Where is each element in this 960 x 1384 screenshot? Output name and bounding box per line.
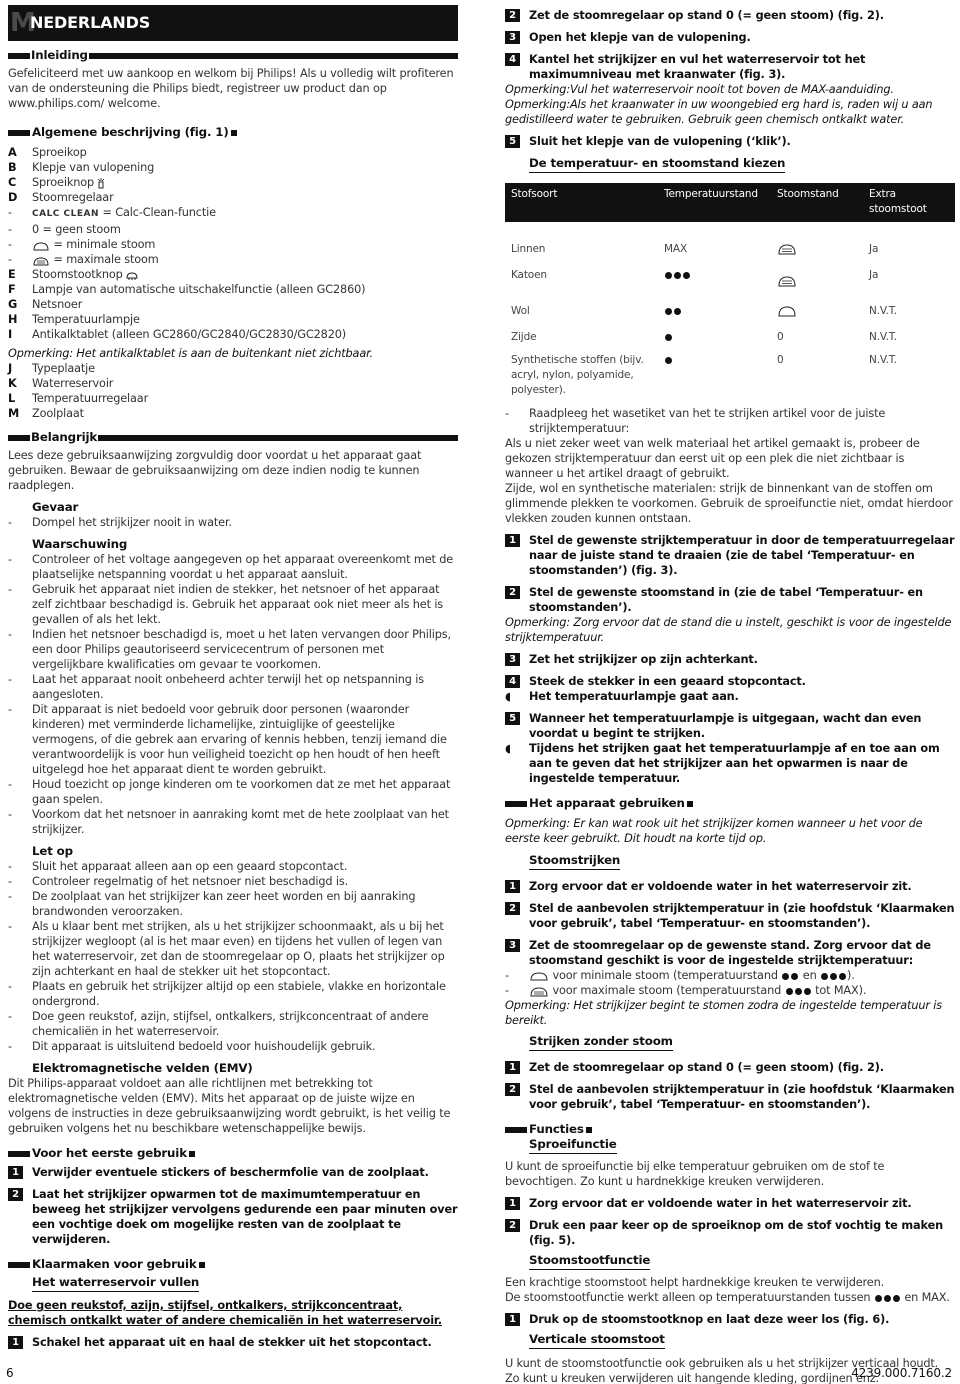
shot-text-1: Een krachtige stoomstoot helpt hardnekkige kreuken te verwijderen. (505, 1276, 885, 1289)
step-item: 1 Druk op de stoomstootknop en laat deze weer los (fig. 6). (505, 1312, 955, 1327)
spray-icon (97, 178, 105, 189)
part-item: D Stoomregelaar (8, 191, 114, 204)
warning-list (8, 552, 458, 837)
part-item: - 0 = geen stoom (8, 223, 121, 236)
step-item: 3 Zet het strijkijzer op zijn achterkant. (505, 652, 955, 667)
part-item: K Waterreservoir (8, 377, 114, 390)
vertical-heading: Verticale stoomstoot (529, 1332, 665, 1349)
arrow-item: ◖ Tijdens het strijken gaat het temperatuurlampje af en toe aan om aan te geven dat het strijkijzer aan het opwarmen is naar de ingestelde temperatuur. (505, 742, 940, 785)
shot-text-2: De stoomstootfunctie werkt alleen op temperatuurstanden tussen en MAX. (505, 1291, 950, 1304)
step-item: 2 Stel de aanbevolen strijktemperatuur in (zie hoofdstuk ‘Klaarmaken voor gebruik’, tabel ‘Temperatuur- en stoomstanden’). (505, 901, 955, 931)
col-extra: Extra stoomstoot (863, 183, 955, 222)
fill-steps (8, 1335, 458, 1350)
cell-fabric: Wol (511, 305, 530, 317)
shot-steps (505, 1312, 955, 1327)
min-steam-icon (777, 304, 797, 317)
temperature-dot (683, 272, 690, 279)
consult-text-1: Als u niet zeker weet van welk materiaal het artikel gemaakt is, probeer de gekozen strijktemperatuur dan eerst uit op een plek die niet zichtbaar is wanneer u het artikel draagt of gebruikt. (505, 437, 920, 480)
step-item: 2 Druk een paar keer op de sproeiknop om de stof vochtig te maken (fig. 5). (505, 1218, 955, 1248)
parts-list (8, 145, 458, 342)
part-item: H Temperatuurlampje (8, 313, 140, 326)
warning-heading: Waarschuwing (32, 537, 128, 551)
col-fabric: Stofsoort (505, 183, 658, 222)
list-item: - Gebruik het apparaat niet indien de stekker, het netsnoer of het apparaat zelf zichtbaar beschadigd is. Gebruik het apparaat ook niet meer als het is gevallen of als het lekt. (8, 583, 444, 626)
banner-ghost-letter: M (10, 8, 36, 38)
table-row (505, 324, 955, 347)
step-item: 4 Kantel het strijkijzer en vul het waterreservoir tot het maximumniveau met kraanwater (fig. 3). (505, 52, 955, 82)
cell-temperature (658, 324, 771, 347)
list-item: - Dompel het strijkijzer nooit in water. (8, 516, 232, 529)
page-number: 6 (6, 1366, 14, 1380)
part-item: I Antikalktablet (alleen GC2860/GC2840/GC2830/GC2820) (8, 328, 347, 341)
list-item: - Dit apparaat is niet bedoeld voor gebruik door personen (waaronder kinderen) met verminderde lichamelijke, zintuiglijke of geestelijke vermogens, of die gebrek aan ervaring of kennis hebben, tenzij iemand die verantwoordelijk is voor hun veiligheid toezicht op hen houdt of hen heeft uitgelegd hoe het apparaat dient te worden gebruikt. (8, 703, 447, 776)
part-item: L Temperatuurregelaar (8, 392, 149, 405)
step-item: 5 Sluit het klepje van de vulopening (‘klik’). (505, 134, 955, 149)
arrow-item: ◖ Het temperatuurlampje gaat aan. (505, 690, 739, 703)
calc-clean-label: CALC CLEAN (32, 209, 100, 219)
cell-fabric: Synthetische stoffen (bijv. acryl, nylon, polyamide, polyester). (511, 354, 644, 396)
step-item: 2 Zet de stoomregelaar op stand 0 (= geen stoom) (fig. 2). (505, 8, 955, 23)
fill-heading: Het waterreservoir vullen (32, 1275, 199, 1292)
cell-temperature (658, 294, 771, 324)
cell-temperature (658, 262, 771, 294)
dry-heading: Strijken zonder stoom (529, 1034, 673, 1051)
part-item: G Netsnoer (8, 298, 83, 311)
language-banner (8, 5, 458, 41)
steam-max-item: - voor maximale stoom (temperatuurstand tot MAX). (505, 984, 867, 997)
cell-extra: N.V.T. (869, 331, 897, 343)
cell-fabric: Zijde (511, 331, 537, 343)
temperature-dot (665, 334, 672, 341)
cell-extra: Ja (869, 269, 879, 281)
temperature-dot (674, 308, 681, 315)
section-first-use-heading: Voor het eerste gebruik (8, 1146, 458, 1161)
part-item: - = maximale stoom (8, 253, 159, 266)
emf-heading: Elektromagnetische velden (EMV) (32, 1061, 253, 1075)
fill-warning: Doe geen reukstof, azijn, stijfsel, ontkalkers, strijkconcentraat, chemisch ontkalkt water of andere chemicaliën in het waterreservoir. (8, 1299, 442, 1327)
part-item: - = minimale stoom (8, 238, 156, 251)
list-item: - De zoolplaat van het strijkijzer kan zeer heet worden en bij aanraking brandwonden veroorzaken. (8, 890, 416, 918)
temp-steps-2 (505, 652, 955, 689)
cell-steam: 0 (777, 331, 784, 343)
step-item: 1 Zorg ervoor dat er voldoende water in het waterreservoir zit. (505, 879, 955, 894)
cell-steam: 0 (777, 354, 784, 366)
use-note: Opmerking: Er kan wat rook uit het strijkijzer komen wanneer u het voor de eerste keer gebruikt. Dit houdt na korte tijd op. (505, 817, 923, 845)
list-item: - Plaats en gebruik het strijkijzer altijd op een stabiele, vlakke en horizontale ondergrond. (8, 980, 446, 1008)
parts-note: Opmerking: Het antikalktablet is aan de buitenkant niet zichtbaar. (8, 347, 373, 360)
step-item: 1 Verwijder eventuele stickers of beschermfolie van de zoolplaat. (8, 1165, 458, 1180)
important-text: Lees deze gebruiksaanwijzing zorgvuldig door voordat u het apparaat gaat gebruiken. Bewaar de gebruiksaanwijzing om deze indien nodig te kunnen raadplegen. (8, 449, 422, 492)
note-max: Opmerking:Vul het waterreservoir nooit tot boven de MAX-aanduiding. (505, 83, 894, 96)
shot-of-steam-icon (126, 270, 138, 281)
note-hard-water: Opmerking:Als het kraanwater in uw woongebied erg hard is, raden wij u aan gedistilleerd water te gebruiken. Gebruik geen chemisch ontkalkt water. (505, 98, 933, 126)
list-item: - Indien het netsnoer beschadigd is, moet u het laten vervangen door Philips, een door Philips geautoriseerd servicecentrum of personen met vergelijkbare kwalificaties om gevaar te voorkomen. (8, 628, 451, 671)
part-item: - CALC CLEAN = Calc-Clean-functie (8, 206, 216, 219)
consult-item: - Raadpleeg het wasetiket van het te strijken artikel voor de juiste strijktemperatuur: (505, 407, 886, 435)
step-item: 3 Zet de stoomregelaar op de gewenste stand. Zorg ervoor dat de stoomstand geschikt is voor de ingestelde strijktemperatuur: (505, 938, 955, 968)
part-item: C Sproeiknop (8, 175, 458, 190)
list-item: - Als u klaar bent met strijken, als u het strijkijzer schoonmaakt, als u bij het strijkijzer wegloopt (al is het maar even) en tijdens het vullen of legen van het waterreservoir, zet dan de stoomregelaar op O, plaats het strijkijzer op zijn achterkant en haal de stekker uit het stopcontact. (8, 920, 445, 978)
section-use-heading: Het apparaat gebruiken (505, 796, 955, 811)
steam-min-item: - voor minimale stoom (temperatuurstand en ). (505, 969, 855, 982)
temp-step-5 (505, 711, 955, 741)
table-row (505, 347, 955, 400)
list-item: - Dit apparaat is uitsluitend bedoeld voor huishoudelijk gebruik. (8, 1040, 376, 1053)
section-intro-heading: Inleiding (8, 48, 458, 63)
section-functions-heading: Functies (505, 1122, 955, 1137)
min-steam-icon (529, 970, 549, 982)
max-steam-icon (777, 274, 797, 287)
step-item: 1 Stel de gewenste strijktemperatuur in door de temperatuurregelaar naar de juiste stand te draaien (zie de tabel ‘Temperatuur- en stoomstanden’) (fig. 3). (505, 533, 955, 578)
dry-steps (505, 1060, 955, 1112)
section-important-heading: Belangrijk (8, 430, 458, 445)
cell-steam (771, 222, 863, 262)
cell-temperature: MAX (664, 243, 687, 255)
min-steam-icon (32, 240, 50, 251)
danger-heading: Gevaar (32, 500, 79, 514)
table-header-row (505, 183, 955, 222)
language-title: NEDERLANDS (30, 13, 151, 32)
part-item: B Klepje van vulopening (8, 161, 155, 174)
list-item: - Controleer of het voltage aangegeven op het apparaat overeenkomt met de plaatselijke netspanning voordat u het apparaat aansluit. (8, 553, 454, 581)
shot-heading: Stoomstootfunctie (529, 1253, 650, 1270)
step-item: 4 Steek de stekker in een geaard stopcontact. (505, 674, 955, 689)
vertical-text: U kunt de stoomstootfunctie ook gebruiken als u het strijkijzer verticaal houdt. Zo kunt u kreuken verwijderen uit hangende kleding, gordijnen enz. (505, 1357, 939, 1384)
temperature-dot (665, 272, 672, 279)
part-item: A Sproeikop (8, 146, 87, 159)
steam-steps (505, 879, 955, 968)
danger-list (8, 515, 458, 530)
cell-steam (771, 294, 863, 324)
intro-text: Gefeliciteerd met uw aankoop en welkom bij Philips! Als u volledig wilt profiteren van de ondersteuning die Philips biedt, registreer uw product dan op www.philips.com/ welcome. (8, 67, 454, 110)
list-item: - Doe geen reukstof, azijn, stijfsel, ontkalkers, strijkconcentraat of andere chemicaliën in het waterreservoir. (8, 1010, 429, 1038)
document-code: 4239.000.7160.2 (851, 1366, 952, 1380)
cell-extra: Ja (869, 243, 879, 255)
cell-extra: N.V.T. (869, 305, 897, 317)
max-steam-icon (777, 242, 797, 255)
consult-text-2: Zijde, wol en synthetische materialen: strijk de binnenkant van de stoffen om glimmende plekken te voorkomen. Gebruik de sproeifunctie niet, omdat hierdoor vlekken zouden kunnen ontstaan. (505, 482, 953, 525)
cell-fabric: Linnen (511, 243, 546, 255)
cell-fabric: Katoen (511, 269, 547, 281)
temp-heading: De temperatuur- en stoomstand kiezen (529, 156, 785, 173)
part-item: J Typeplaatje (8, 362, 95, 375)
step-item: 1 Zet de stoomregelaar op stand 0 (= geen stoom) (fig. 2). (505, 1060, 955, 1075)
step-item: 2 Laat het strijkijzer opwarmen tot de maximumtemperatuur en beweeg het strijkijzer vervolgens gedurende een paar minuten over een vochtige doek om mogelijke resten van de zoolplaat te verwijderen. (8, 1187, 458, 1247)
part-item: E Stoomstootknop (8, 267, 458, 282)
part-item: F Lampje van automatische uitschakelfunctie (alleen GC2860) (8, 283, 366, 296)
cell-temperature (658, 347, 771, 400)
step-item: 3 Open het klepje van de vulopening. (505, 30, 955, 45)
list-item: - Voorkom dat het netsnoer in aanraking komt met de hete zoolplaat van het strijkijzer. (8, 808, 449, 836)
step-item: 1 Schakel het apparaat uit en haal de stekker uit het stopcontact. (8, 1335, 458, 1350)
cell-extra: N.V.T. (869, 354, 897, 366)
part-item: M Zoolplaat (8, 407, 84, 420)
col-temperature: Temperatuurstand (658, 183, 771, 222)
table-row (505, 294, 955, 324)
fill-step-5 (505, 134, 955, 149)
fill-steps-continued (505, 8, 955, 82)
steam-note: Opmerking: Het strijkijzer begint te stomen zodra de ingestelde temperatuur is bereikt. (505, 999, 943, 1027)
temp-steps (505, 533, 955, 615)
step-item: 5 Wanneer het temperatuurlampje is uitgegaan, wacht dan even voordat u begint te strijken. (505, 711, 955, 741)
temperature-dot (665, 357, 672, 364)
section-prep-heading: Klaarmaken voor gebruik (8, 1257, 458, 1272)
max-steam-icon (529, 985, 549, 997)
max-steam-icon (32, 255, 50, 266)
right-column (505, 0, 955, 1384)
step-item: 2 Stel de aanbevolen strijktemperatuur in (zie hoofdstuk ‘Klaarmaken voor gebruik’, tabel ‘Temperatuur- en stoomstanden’). (505, 1082, 955, 1112)
step-item: 2 Stel de gewenste stoomstand in (zie de tabel ‘Temperatuur- en stoomstanden’). (505, 585, 955, 615)
parts-list-2 (8, 361, 458, 421)
list-item: - Sluit het apparaat alleen aan op een geaard stopcontact. (8, 860, 348, 873)
emf-text: Dit Philips-apparaat voldoet aan alle richtlijnen met betrekking tot elektromagnetische velden (EMV). Mits het apparaat op de juiste wijze en volgens de instructies in deze gebruiksaanwijzing wordt gebruikt, is het veilig te gebruiken volgens het nu beschikbare wetenschappelijke bewijs. (8, 1077, 451, 1135)
left-column (8, 0, 458, 1350)
first-use-steps (8, 1165, 458, 1247)
list-item: - Houd toezicht op jonge kinderen om te voorkomen dat ze met het apparaat gaan spelen. (8, 778, 451, 806)
caution-list (8, 859, 458, 1054)
note-setting: Opmerking: Zorg ervoor dat de stand die u instelt, geschikt is voor de ingestelde strijktemperatuur. (505, 616, 952, 644)
temperature-dot (665, 308, 672, 315)
list-item: - Controleer regelmatig of het netsnoer niet beschadigd is. (8, 875, 349, 888)
table-row (505, 262, 955, 294)
step-item: 1 Zorg ervoor dat er voldoende water in het waterreservoir zit. (505, 1196, 955, 1211)
temperature-table (505, 183, 955, 400)
section-description-heading: Algemene beschrijving (fig. 1) (8, 125, 458, 140)
caution-heading: Let op (32, 844, 73, 858)
spray-steps (505, 1196, 955, 1248)
cell-steam (771, 262, 863, 294)
spray-heading: Sproeifunctie (529, 1137, 617, 1154)
temperature-dot (674, 272, 681, 279)
list-item: - Laat het apparaat nooit onbeheerd achter terwijl het op netspanning is aangesloten. (8, 673, 424, 701)
table-row (505, 222, 955, 262)
col-steam: Stoomstand (771, 183, 863, 222)
spray-text: U kunt de sproeifunctie bij elke temperatuur gebruiken om de stof te bevochtigen. Zo kunt u hardnekkige kreuken verwijderen. (505, 1160, 885, 1188)
steam-heading: Stoomstrijken (529, 853, 620, 870)
